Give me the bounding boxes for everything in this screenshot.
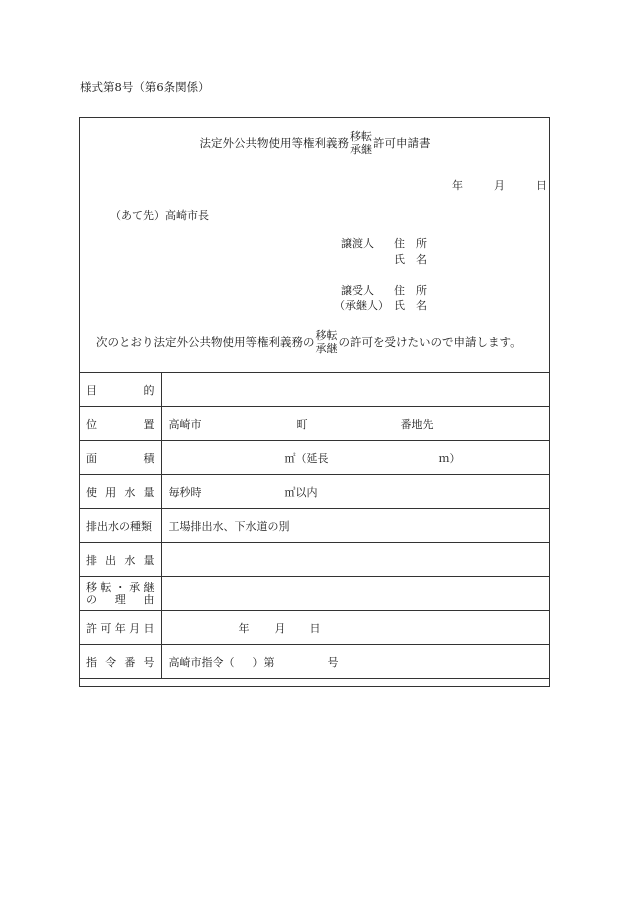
label-char: 許 xyxy=(86,621,97,635)
label-char: 転 xyxy=(100,580,112,594)
label-char: 可 xyxy=(100,621,112,635)
label-discharge-amount xyxy=(79,543,161,577)
field-order-number[interactable] xyxy=(161,645,550,679)
label-char: 承 xyxy=(129,580,141,594)
application-statement xyxy=(96,330,522,355)
row-location xyxy=(79,407,550,441)
label-char: の xyxy=(86,592,97,606)
label-reason xyxy=(79,577,161,611)
label-char: 量 xyxy=(143,553,155,567)
transferee-name-label: 氏 名 xyxy=(394,299,427,312)
addressee: （あて先）高崎市長 xyxy=(110,209,209,222)
order-middle: ）第 xyxy=(252,655,275,669)
field-water-use[interactable] xyxy=(161,475,550,509)
label-char: 年 xyxy=(114,621,126,635)
date-day: 日 xyxy=(536,179,547,192)
label-order-number-text xyxy=(86,654,155,670)
title-option-transfer: 移転 xyxy=(350,130,372,143)
label-char: ・ xyxy=(114,580,126,594)
field-permit-date[interactable] xyxy=(161,611,550,645)
form-number: 様式第8号（第6条関係） xyxy=(80,80,210,94)
label-char: 目 xyxy=(86,383,97,397)
order-suffix: 号 xyxy=(327,655,339,669)
label-char: 指 xyxy=(86,655,97,669)
label-char: 量 xyxy=(143,485,155,499)
title-option-stack xyxy=(350,131,372,156)
label-char: 由 xyxy=(143,592,155,606)
label-water-use-text xyxy=(86,484,155,500)
label-char: 継 xyxy=(143,580,155,594)
title-option-succession: 承継 xyxy=(350,142,372,156)
form-title xyxy=(0,131,630,156)
permit-year: 年 xyxy=(238,621,250,635)
application-table xyxy=(79,372,550,679)
statement-option-stack xyxy=(316,330,338,355)
statement-prefix: 次のとおり法定外公共物使用等権利義務の xyxy=(96,334,315,349)
row-permit-date xyxy=(79,611,550,645)
label-location-text xyxy=(86,416,155,432)
label-char: 理 xyxy=(114,592,126,606)
transferor-address-label: 住 所 xyxy=(394,237,427,250)
order-prefix: 高崎市指令（ xyxy=(168,655,235,669)
row-area xyxy=(79,441,550,475)
label-char: 番 xyxy=(124,655,136,669)
transferee-role-alt: （承継人） xyxy=(334,299,389,312)
label-order-number xyxy=(79,645,161,679)
label-char: 的 xyxy=(143,383,155,397)
label-discharge-type-text: 排出水の種類 xyxy=(86,519,152,533)
label-reason-line2 xyxy=(86,594,155,606)
label-char: 月 xyxy=(129,621,141,635)
label-char: 移 xyxy=(86,580,97,594)
field-discharge-amount[interactable] xyxy=(161,543,550,577)
transferee-address-label: 住 所 xyxy=(394,284,427,297)
label-char: 積 xyxy=(143,451,155,465)
length-unit: ｍ） xyxy=(438,451,461,465)
location-lot: 番地先 xyxy=(400,417,434,431)
label-char: 面 xyxy=(86,451,97,465)
label-reason-line1 xyxy=(86,582,155,594)
statement-option-transfer: 移転 xyxy=(315,329,338,342)
label-area-text xyxy=(86,450,155,466)
statement-suffix: の許可を受けたいので申請します。 xyxy=(338,334,522,349)
field-area[interactable] xyxy=(161,441,550,475)
water-per-second: 毎秒時 xyxy=(168,485,202,499)
label-char: 号 xyxy=(143,655,155,669)
field-purpose[interactable] xyxy=(161,373,550,407)
row-reason xyxy=(79,577,550,611)
area-unit: ㎡（延長 xyxy=(284,451,329,465)
permit-day: 日 xyxy=(309,621,321,635)
location-town: 町 xyxy=(296,417,308,431)
date-year: 年 xyxy=(452,179,463,192)
row-discharge-type xyxy=(79,509,550,543)
label-char: 令 xyxy=(105,655,117,669)
label-permit-date xyxy=(79,611,161,645)
label-char: 位 xyxy=(86,417,97,431)
title-prefix: 法定外公共物使用等権利義務 xyxy=(199,135,349,150)
label-water-use xyxy=(79,475,161,509)
label-char: 排 xyxy=(86,553,97,567)
label-permit-date-text xyxy=(86,620,155,636)
field-reason[interactable] xyxy=(161,577,550,611)
row-purpose xyxy=(79,373,550,407)
date-month: 月 xyxy=(494,179,505,192)
field-location[interactable] xyxy=(161,407,550,441)
label-char: 使 xyxy=(86,485,97,499)
transferor-name-label: 氏 名 xyxy=(394,253,427,266)
row-discharge-amount xyxy=(79,543,550,577)
field-discharge-type[interactable] xyxy=(161,509,550,543)
label-char: 出 xyxy=(105,553,117,567)
row-order-number xyxy=(79,645,550,679)
label-char: 水 xyxy=(124,485,136,499)
label-char: 水 xyxy=(124,553,136,567)
label-discharge-type xyxy=(79,509,161,543)
label-char: 日 xyxy=(143,621,155,635)
label-char: 置 xyxy=(143,417,155,431)
label-location xyxy=(79,407,161,441)
row-water-use xyxy=(79,475,550,509)
discharge-type-value: 工場排出水、下水道の別 xyxy=(168,519,290,533)
label-char: 用 xyxy=(105,485,117,499)
transferor-role: 譲渡人 xyxy=(341,237,374,250)
water-unit: ㎥以内 xyxy=(284,485,318,499)
label-purpose xyxy=(79,373,161,407)
application-date xyxy=(452,180,547,191)
statement-option-succession: 承継 xyxy=(315,341,338,355)
transferee-role: 譲受人 xyxy=(341,284,374,297)
permit-month: 月 xyxy=(274,621,286,635)
title-suffix: 許可申請書 xyxy=(373,135,431,150)
label-purpose-text xyxy=(86,382,155,398)
label-discharge-amount-text xyxy=(86,552,155,568)
location-city: 高崎市 xyxy=(168,417,202,431)
label-area xyxy=(79,441,161,475)
